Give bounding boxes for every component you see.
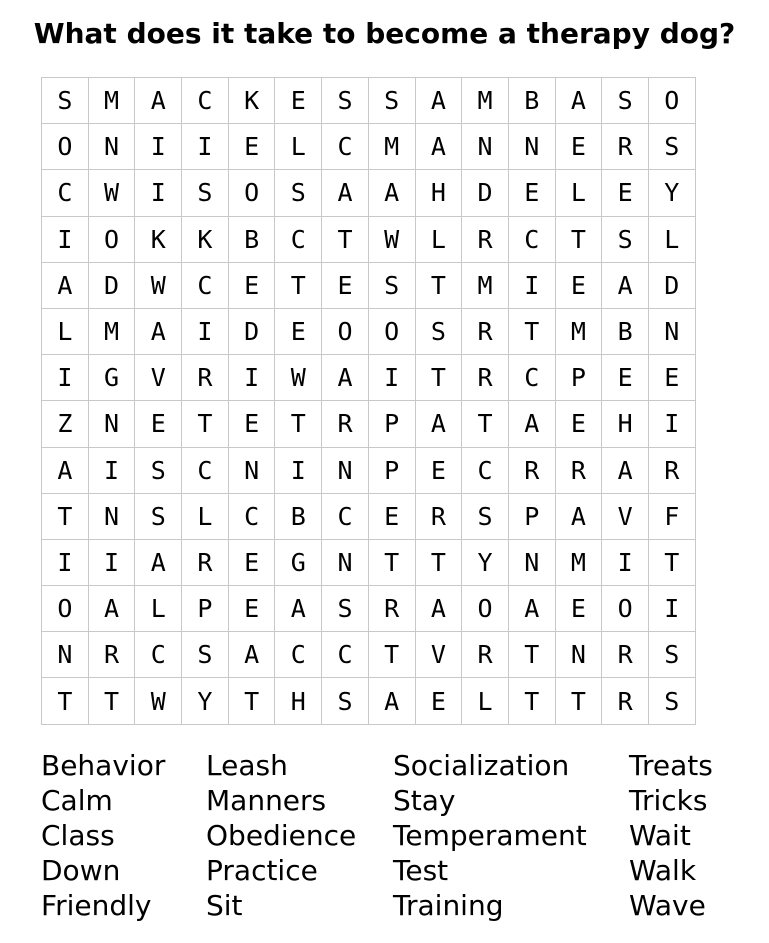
word-list-item: Class — [41, 819, 115, 852]
grid-cell[interactable]: M — [89, 78, 136, 124]
grid-cell[interactable]: A — [135, 78, 182, 124]
word-column-3 — [393, 748, 587, 923]
grid-cell[interactable]: M — [462, 263, 509, 309]
grid-cell[interactable]: I — [369, 355, 416, 401]
grid-cell[interactable]: S — [322, 78, 369, 124]
grid-cell[interactable]: C — [322, 632, 369, 678]
grid-cell[interactable]: T — [416, 263, 463, 309]
grid-cell[interactable]: N — [42, 632, 89, 678]
grid-cell[interactable]: L — [416, 217, 463, 263]
grid-cell[interactable]: A — [322, 170, 369, 216]
grid-cell[interactable]: N — [89, 401, 136, 447]
grid-cell[interactable]: M — [89, 309, 136, 355]
grid-cell[interactable]: C — [42, 170, 89, 216]
grid-cell[interactable]: I — [275, 448, 322, 494]
grid-cell[interactable]: W — [135, 263, 182, 309]
grid-cell[interactable]: R — [602, 124, 649, 170]
grid-cell[interactable]: A — [89, 586, 136, 632]
grid-cell[interactable]: I — [42, 217, 89, 263]
grid-cell[interactable]: H — [602, 401, 649, 447]
word-list-item: Wave — [629, 889, 706, 922]
grid-cell[interactable]: D — [229, 309, 276, 355]
grid-cell[interactable]: I — [42, 355, 89, 401]
grid-cell[interactable]: V — [135, 355, 182, 401]
grid-cell[interactable]: A — [416, 78, 463, 124]
grid-cell[interactable]: E — [229, 540, 276, 586]
grid-cell[interactable]: P — [556, 355, 603, 401]
grid-cell[interactable]: N — [89, 494, 136, 540]
grid-cell[interactable]: E — [416, 448, 463, 494]
grid-cell[interactable]: R — [462, 217, 509, 263]
grid-cell[interactable]: O — [42, 124, 89, 170]
grid-cell[interactable]: A — [416, 401, 463, 447]
grid-cell[interactable]: C — [275, 632, 322, 678]
word-list-item: Manners — [206, 784, 327, 817]
grid-cell[interactable]: E — [229, 586, 276, 632]
word-list-item: Calm — [41, 784, 113, 817]
grid-cell[interactable]: A — [602, 263, 649, 309]
grid-cell[interactable]: M — [462, 78, 509, 124]
grid-cell[interactable]: M — [369, 124, 416, 170]
word-column-4 — [629, 748, 713, 923]
word-list-item: Tricks — [629, 784, 708, 817]
grid-cell[interactable]: I — [135, 124, 182, 170]
grid-cell[interactable]: N — [556, 632, 603, 678]
word-list — [0, 748, 769, 928]
word-list-item: Down — [41, 854, 121, 887]
grid-cell[interactable]: C — [509, 355, 556, 401]
grid-cell[interactable]: T — [369, 540, 416, 586]
grid-cell[interactable]: T — [509, 309, 556, 355]
puzzle-title: What does it take to become a therapy dog? — [33, 17, 736, 50]
grid-cell[interactable]: E — [556, 401, 603, 447]
grid-cell[interactable]: B — [509, 78, 556, 124]
grid-cell[interactable]: B — [602, 309, 649, 355]
word-list-item: Test — [393, 854, 449, 887]
grid-cell[interactable]: I — [89, 448, 136, 494]
grid-cell[interactable]: A — [322, 355, 369, 401]
word-list-item: Temperament — [393, 819, 587, 852]
grid-cell[interactable]: C — [135, 632, 182, 678]
grid-cell[interactable]: L — [135, 586, 182, 632]
grid-cell[interactable]: I — [649, 586, 696, 632]
grid-cell[interactable]: T — [42, 494, 89, 540]
grid-cell[interactable]: Y — [182, 678, 229, 724]
grid-cell[interactable]: E — [556, 263, 603, 309]
grid-cell[interactable]: O — [322, 309, 369, 355]
grid-cell[interactable]: C — [462, 448, 509, 494]
grid-cell[interactable]: I — [89, 540, 136, 586]
word-list-item: Behavior — [41, 749, 166, 782]
grid-cell[interactable]: A — [416, 586, 463, 632]
grid-cell[interactable]: R — [322, 401, 369, 447]
word-list-item: Treats — [629, 749, 713, 782]
grid-cell[interactable]: E — [602, 170, 649, 216]
grid-cell[interactable]: S — [182, 170, 229, 216]
grid-cell[interactable]: T — [229, 678, 276, 724]
grid-cell[interactable]: T — [556, 678, 603, 724]
word-list-item: Practice — [206, 854, 318, 887]
word-list-item: Sit — [206, 889, 243, 922]
grid-cell[interactable]: C — [229, 494, 276, 540]
grid-cell[interactable]: O — [602, 586, 649, 632]
grid-cell[interactable]: B — [229, 217, 276, 263]
grid-cell[interactable]: D — [89, 263, 136, 309]
grid-cell[interactable]: D — [649, 263, 696, 309]
grid-cell[interactable]: T — [182, 401, 229, 447]
grid-cell[interactable]: S — [649, 678, 696, 724]
grid-cell[interactable]: F — [649, 494, 696, 540]
grid-cell[interactable]: T — [42, 678, 89, 724]
grid-cell[interactable]: S — [602, 217, 649, 263]
grid-cell[interactable]: T — [462, 401, 509, 447]
grid-cell[interactable]: I — [135, 170, 182, 216]
grid-cell[interactable]: S — [369, 263, 416, 309]
grid-cell[interactable]: P — [369, 401, 416, 447]
grid-cell[interactable]: L — [42, 309, 89, 355]
grid-cell[interactable]: R — [416, 494, 463, 540]
grid-cell[interactable]: V — [602, 494, 649, 540]
grid-cell[interactable]: E — [649, 355, 696, 401]
grid-cell[interactable]: T — [556, 217, 603, 263]
grid-cell[interactable]: N — [89, 124, 136, 170]
grid-cell[interactable]: E — [135, 401, 182, 447]
grid-cell[interactable]: G — [275, 540, 322, 586]
grid-cell[interactable]: T — [649, 540, 696, 586]
grid-cell[interactable]: C — [182, 263, 229, 309]
grid-cell[interactable]: T — [275, 263, 322, 309]
word-list-item: Wait — [629, 819, 691, 852]
grid-cell[interactable]: E — [229, 124, 276, 170]
word-list-item: Leash — [206, 749, 288, 782]
grid-cell[interactable]: H — [416, 170, 463, 216]
grid-cell[interactable]: P — [369, 448, 416, 494]
grid-cell[interactable]: M — [556, 540, 603, 586]
grid-cell[interactable]: P — [509, 494, 556, 540]
grid-cell[interactable]: E — [369, 494, 416, 540]
grid-cell[interactable]: R — [556, 448, 603, 494]
word-column-2 — [206, 748, 356, 923]
word-list-item: Friendly — [41, 889, 152, 922]
grid-cell[interactable]: E — [322, 263, 369, 309]
grid-cell[interactable]: S — [135, 448, 182, 494]
grid-cell[interactable]: A — [556, 78, 603, 124]
grid-cell[interactable]: C — [275, 217, 322, 263]
grid-cell[interactable]: A — [42, 448, 89, 494]
grid-cell[interactable]: W — [135, 678, 182, 724]
grid-cell[interactable]: A — [135, 540, 182, 586]
grid-cell[interactable]: R — [602, 678, 649, 724]
grid-cell[interactable]: I — [602, 540, 649, 586]
grid-cell[interactable]: T — [416, 540, 463, 586]
grid-cell[interactable]: R — [602, 632, 649, 678]
grid-cell[interactable]: O — [89, 217, 136, 263]
grid-cell[interactable]: L — [649, 217, 696, 263]
grid-cell[interactable]: T — [369, 632, 416, 678]
grid-cell[interactable]: T — [275, 401, 322, 447]
grid-cell[interactable]: E — [602, 355, 649, 401]
grid-cell[interactable]: E — [275, 309, 322, 355]
grid-cell[interactable]: C — [322, 124, 369, 170]
grid-cell[interactable]: I — [182, 309, 229, 355]
grid-cell[interactable]: W — [275, 355, 322, 401]
grid-cell[interactable]: A — [369, 678, 416, 724]
grid-cell[interactable]: I — [229, 355, 276, 401]
word-list-item: Socialization — [393, 749, 570, 782]
grid-cell[interactable]: S — [649, 632, 696, 678]
grid-cell[interactable]: S — [322, 586, 369, 632]
grid-cell[interactable]: A — [602, 448, 649, 494]
grid-cell[interactable]: T — [89, 678, 136, 724]
grid-cell[interactable]: K — [182, 217, 229, 263]
grid-cell[interactable]: I — [42, 540, 89, 586]
word-list-item: Obedience — [206, 819, 357, 852]
grid-cell[interactable]: Z — [42, 401, 89, 447]
grid-cell[interactable]: G — [89, 355, 136, 401]
grid-cell[interactable]: R — [182, 355, 229, 401]
grid-cell[interactable]: N — [509, 124, 556, 170]
grid-cell[interactable]: R — [369, 586, 416, 632]
grid-cell[interactable]: I — [509, 263, 556, 309]
grid-cell[interactable]: S — [135, 494, 182, 540]
word-list-item: Training — [393, 889, 504, 922]
grid-cell[interactable]: S — [462, 494, 509, 540]
grid-cell[interactable]: B — [275, 494, 322, 540]
grid-cell[interactable]: P — [182, 586, 229, 632]
grid-cell[interactable]: T — [416, 355, 463, 401]
grid-cell[interactable]: C — [509, 217, 556, 263]
grid-cell[interactable]: S — [369, 78, 416, 124]
grid-cell[interactable]: T — [509, 632, 556, 678]
grid-cell[interactable]: E — [556, 124, 603, 170]
grid-cell[interactable]: L — [462, 678, 509, 724]
grid-cell[interactable]: C — [182, 448, 229, 494]
grid-cell[interactable]: O — [42, 586, 89, 632]
grid-cell[interactable]: L — [556, 170, 603, 216]
word-list-item: Stay — [393, 784, 456, 817]
grid-cell[interactable]: S — [42, 78, 89, 124]
grid-cell[interactable]: R — [649, 448, 696, 494]
grid-cell[interactable]: D — [462, 170, 509, 216]
grid-cell[interactable]: R — [462, 632, 509, 678]
grid-cell[interactable]: L — [275, 124, 322, 170]
grid-cell[interactable]: R — [462, 309, 509, 355]
grid-cell[interactable]: S — [322, 678, 369, 724]
grid-cell[interactable]: N — [322, 448, 369, 494]
grid-cell[interactable]: R — [509, 448, 556, 494]
grid-cell[interactable]: A — [556, 494, 603, 540]
grid-cell[interactable]: E — [229, 401, 276, 447]
grid-cell[interactable]: R — [182, 540, 229, 586]
grid-cell[interactable]: A — [416, 124, 463, 170]
grid-cell[interactable]: A — [135, 309, 182, 355]
grid-cell[interactable]: E — [229, 263, 276, 309]
grid-cell[interactable]: K — [229, 78, 276, 124]
grid-cell[interactable]: A — [275, 586, 322, 632]
grid-cell[interactable]: R — [462, 355, 509, 401]
grid-cell[interactable]: C — [322, 494, 369, 540]
grid-cell[interactable]: I — [182, 124, 229, 170]
grid-cell[interactable]: A — [229, 632, 276, 678]
grid-cell[interactable]: C — [182, 78, 229, 124]
grid-cell[interactable]: T — [509, 678, 556, 724]
grid-cell[interactable]: E — [556, 586, 603, 632]
grid-cell[interactable]: L — [182, 494, 229, 540]
word-list-item: Walk — [629, 854, 697, 887]
grid-cell[interactable]: O — [649, 78, 696, 124]
grid-cell[interactable]: S — [649, 124, 696, 170]
grid-cell[interactable]: Y — [462, 540, 509, 586]
grid-cell[interactable]: E — [416, 678, 463, 724]
grid-cell[interactable]: O — [229, 170, 276, 216]
letter-grid — [41, 77, 696, 725]
grid-cell[interactable]: N — [229, 448, 276, 494]
grid-cell[interactable]: I — [649, 401, 696, 447]
grid-cell[interactable]: N — [649, 309, 696, 355]
grid-cell[interactable]: A — [42, 263, 89, 309]
grid-cell[interactable]: S — [416, 309, 463, 355]
grid-cell[interactable]: A — [509, 401, 556, 447]
grid-cell[interactable]: N — [509, 540, 556, 586]
word-column-1 — [41, 748, 165, 923]
grid-cell[interactable]: E — [509, 170, 556, 216]
grid-cell[interactable]: S — [275, 170, 322, 216]
grid-cell[interactable]: S — [602, 78, 649, 124]
grid-cell[interactable]: A — [509, 586, 556, 632]
grid-cell[interactable]: N — [462, 124, 509, 170]
grid-cell[interactable]: T — [322, 217, 369, 263]
grid-cell[interactable]: V — [416, 632, 463, 678]
grid-cell[interactable]: N — [322, 540, 369, 586]
grid-cell[interactable]: E — [275, 78, 322, 124]
grid-cell[interactable]: Y — [649, 170, 696, 216]
grid-cell[interactable]: A — [369, 170, 416, 216]
grid-cell[interactable]: R — [89, 632, 136, 678]
grid-cell[interactable]: W — [89, 170, 136, 216]
grid-cell[interactable]: S — [182, 632, 229, 678]
grid-cell[interactable]: K — [135, 217, 182, 263]
grid-cell[interactable]: O — [462, 586, 509, 632]
grid-cell[interactable]: O — [369, 309, 416, 355]
grid-cell[interactable]: H — [275, 678, 322, 724]
grid-cell[interactable]: M — [556, 309, 603, 355]
grid-cell[interactable]: W — [369, 217, 416, 263]
